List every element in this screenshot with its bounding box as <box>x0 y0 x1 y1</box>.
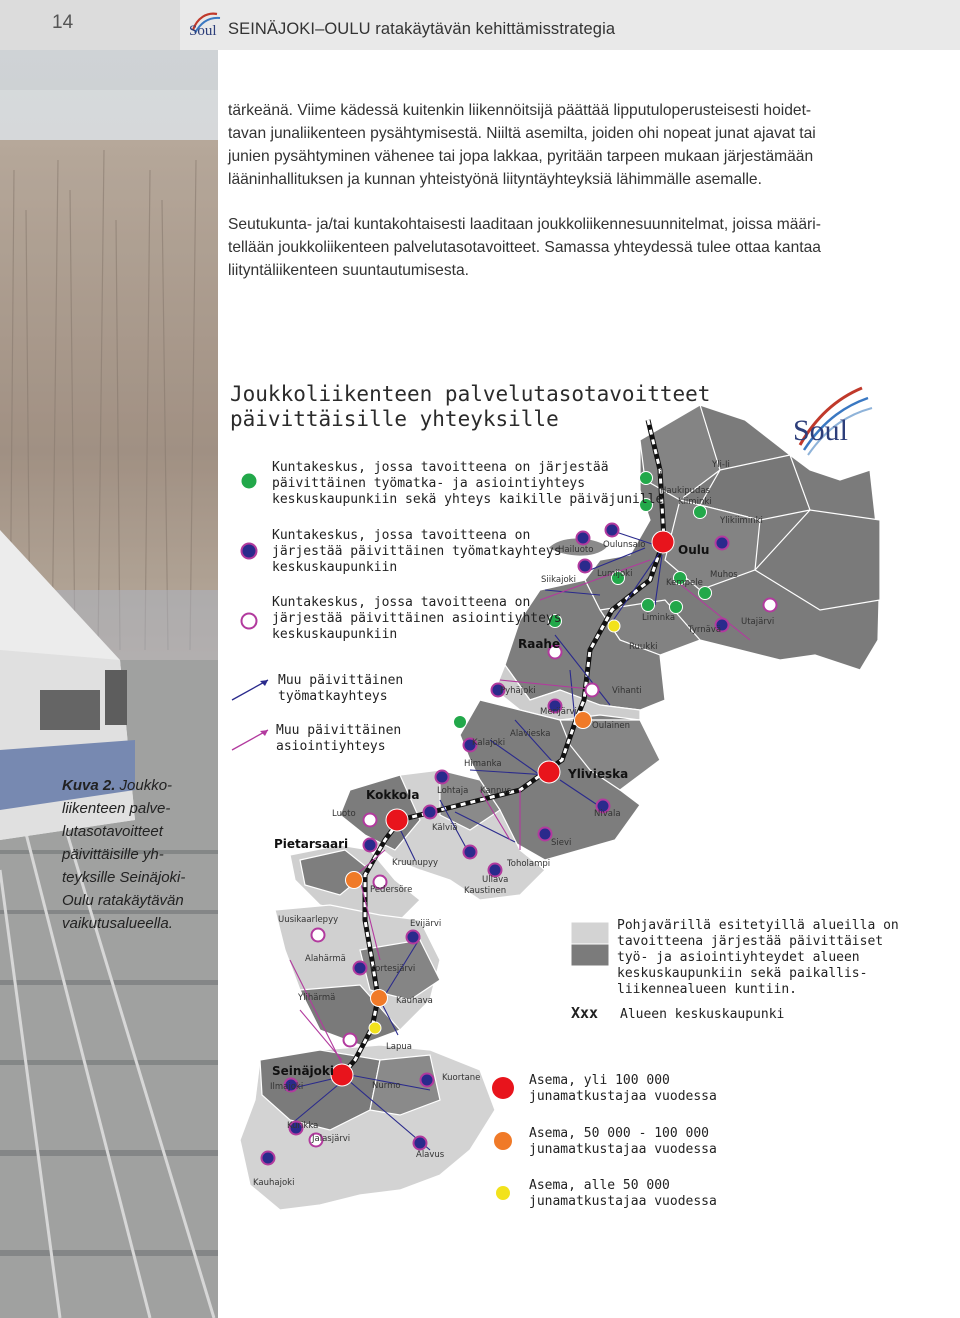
legend-line: keskuskaupunkiin sekä paikallis- <box>617 966 868 981</box>
legend-station-orange-text <box>529 1126 717 1158</box>
legend-line: päivittäinen työmatka- ja asiointiyhteys <box>272 476 586 491</box>
legend-line: työmatkayhteys <box>278 689 388 704</box>
document-title: SEINÄJOKI–OULU ratakäytävän kehittämisstrategia <box>228 20 616 38</box>
text-line: lääninhallituksen ja kunnan yhteistyönä liityntäyhteyksiä lähimmälle asemalle. <box>228 171 762 188</box>
place-label: Kannus <box>480 786 512 796</box>
caption-line: päivittäisille yh- <box>62 846 164 863</box>
legend-xxx-text: Alueen keskuskaupunki <box>620 1007 785 1022</box>
legend-line: Pohjavärillä esitetyillä alueilla on <box>617 918 899 933</box>
legend-line: junamatkustajaa vuodessa <box>529 1142 717 1157</box>
caption-label: Kuva 2. <box>62 777 116 794</box>
legend-line: Kuntakeskus, jossa tavoitteena on <box>272 528 531 543</box>
place-label: Ylivieska <box>568 767 629 781</box>
place-label: Luoto <box>332 809 356 819</box>
caption-line: vaikutusalueella. <box>62 915 173 932</box>
place-label: Ruukki <box>629 642 658 652</box>
place-label: Kempele <box>666 578 703 588</box>
place-label: Oulunsalo <box>603 540 646 550</box>
legend-line: Muu päivittäinen <box>278 673 404 688</box>
place-label: Sievi <box>551 838 572 848</box>
caption-line: teyksille Seinäjoki- <box>62 869 186 886</box>
place-label: Oulainen <box>592 721 631 731</box>
svg-text:Soul: Soul <box>793 414 849 447</box>
legend-line: tavoitteena järjestää päivittäiset <box>617 934 884 949</box>
place-label: Haukipudas <box>660 486 711 496</box>
place-label: Nivala <box>594 809 621 819</box>
text-line: Seutukunta- ja/tai kuntakohtaisesti laaditaan joukkoliikennesuunnitelmat, joissa määri- <box>228 216 821 233</box>
text-line: tavan junaliikenteen pysähtymisestä. Niiltä asemilta, joiden ohi nopeat junat ajavat tai <box>228 125 816 142</box>
place-label: Kauhava <box>396 996 433 1006</box>
place-label: Ii <box>657 469 662 479</box>
place-label: Kortesjärvi <box>370 964 416 974</box>
legend-station-red-text <box>529 1073 717 1105</box>
legend-line: Asema, 50 000 - 100 000 <box>529 1126 710 1141</box>
place-label: Nurmo <box>372 1081 401 1091</box>
place-label: Lohtaja <box>437 786 469 796</box>
place-label: Ylikiiminki <box>720 516 763 526</box>
place-label: Uusikaarlepyy <box>278 915 339 925</box>
legend-shading-text <box>617 918 899 998</box>
legend-line: liikennealueen kuntiin. <box>617 982 798 997</box>
place-label: Siikajoki <box>541 575 576 585</box>
figure-title-line: Joukkoliikenteen palvelutasotavoitteet <box>230 382 711 406</box>
caption-line <box>62 774 204 797</box>
place-label: Oulu <box>678 543 710 557</box>
text-line: tellään joukkoliikenteen palvelutasotavoitteet. Samassa yhteydessä tulee ottaa kantaa <box>228 239 821 256</box>
legend-line: Muu päivittäinen <box>276 723 402 738</box>
place-label: Lapua <box>386 1042 412 1052</box>
caption-line: lutasotavoitteet <box>62 823 163 840</box>
place-label: Pietarsaari <box>274 837 349 851</box>
legend-line: järjestää päivittäinen työmatkayhteys <box>272 544 562 559</box>
legend-xxx-symbol: Xxx <box>571 1004 599 1022</box>
place-label: Alavus <box>416 1150 445 1160</box>
place-label: Kuortane <box>442 1073 481 1083</box>
legend-line: junamatkustajaa vuodessa <box>529 1089 717 1104</box>
place-label: Hailuoto <box>558 545 594 555</box>
place-label: Toholampi <box>507 859 551 869</box>
legend-blue-text <box>272 528 562 576</box>
page-number: 14 <box>52 12 74 33</box>
place-label: Kälviä <box>432 823 458 833</box>
place-label: Evijärvi <box>410 919 442 929</box>
place-label: Alavieska <box>510 729 551 739</box>
caption-text: Joukko- <box>115 777 173 794</box>
place-label: Kurikka <box>287 1121 319 1131</box>
legend-work-arrow-text <box>278 673 403 705</box>
place-label: Alahärmä <box>305 954 346 964</box>
legend-green-text <box>272 460 663 508</box>
legend-station-yellow-text <box>529 1178 717 1210</box>
place-label: Pyhäjoki <box>500 686 536 696</box>
place-label: Kiiminki <box>678 497 712 507</box>
place-label: Kokkola <box>366 788 420 802</box>
place-label: Kruunupyy <box>392 858 439 868</box>
figure-title-line: päivittäisille yhteyksille <box>230 407 559 431</box>
legend-line: junamatkustajaa vuodessa <box>529 1194 717 1209</box>
legend-line: asiointiyhteys <box>276 739 386 754</box>
place-label: Pedersöre <box>370 885 413 895</box>
place-label: Himanka <box>464 759 502 769</box>
legend-line: järjestää päivittäinen asiointiyhteys <box>272 611 562 626</box>
legend-line: Asema, alle 50 000 <box>529 1178 670 1193</box>
text-line: liityntäliikenteen suuntautumisesta. <box>228 262 469 279</box>
legend-line: keskuskaupunkiin <box>272 560 398 575</box>
place-label: Kalajoki <box>472 738 506 748</box>
legend-line: työ- ja asiointiyhteydet alueen <box>617 950 860 965</box>
legend-line: Asema, yli 100 000 <box>529 1073 670 1088</box>
legend-line: keskuskaupunkiin <box>272 627 398 642</box>
place-label: Lumijoki <box>597 569 633 579</box>
place-label: Jalasjärvi <box>312 1134 351 1144</box>
legend-pink-text <box>272 595 562 643</box>
text-line: junien pysähtyminen vähenee tai jopa lakkaa, pyritään tarpeen mukaan järjestämään <box>228 148 814 165</box>
place-label: Seinäjoki <box>272 1064 334 1078</box>
legend-line: keskuskaupunkiin sekä yhteys kaikille päiväjunille <box>272 492 664 507</box>
place-label: Ylihärmä <box>298 993 336 1003</box>
place-label: Tyrnävä <box>688 625 722 635</box>
place-label: Liminka <box>642 613 676 623</box>
place-label: Merijärvi <box>540 707 577 717</box>
place-label: Ilmajoki <box>270 1082 304 1092</box>
legend-line: Kuntakeskus, jossa tavoitteena on järjestää <box>272 460 609 475</box>
place-label: Vihanti <box>612 686 642 696</box>
figure-caption <box>62 774 204 935</box>
legend-service-arrow-text <box>276 723 401 755</box>
legend-line: Kuntakeskus, jossa tavoitteena on <box>272 595 531 610</box>
place-label: Muhos <box>710 570 738 580</box>
place-label: Yli-Ii <box>712 460 730 470</box>
text-line: tärkeänä. Viime kädessä kuitenkin liikennöitsijä päättää lipputuloperusteisesti hoidet- <box>228 102 812 119</box>
place-label: Raahe <box>518 637 561 651</box>
place-label: Kauhajoki <box>253 1178 295 1188</box>
soul-figure-logo-icon <box>785 378 877 462</box>
place-label: Ullava <box>482 875 509 885</box>
caption-line: liikenteen palve- <box>62 800 171 817</box>
svg-text:Soul: Soul <box>189 23 217 39</box>
place-label: Kaustinen <box>464 886 507 896</box>
place-label: Utajärvi <box>741 617 775 627</box>
caption-line: Oulu ratakäytävän <box>62 892 184 909</box>
